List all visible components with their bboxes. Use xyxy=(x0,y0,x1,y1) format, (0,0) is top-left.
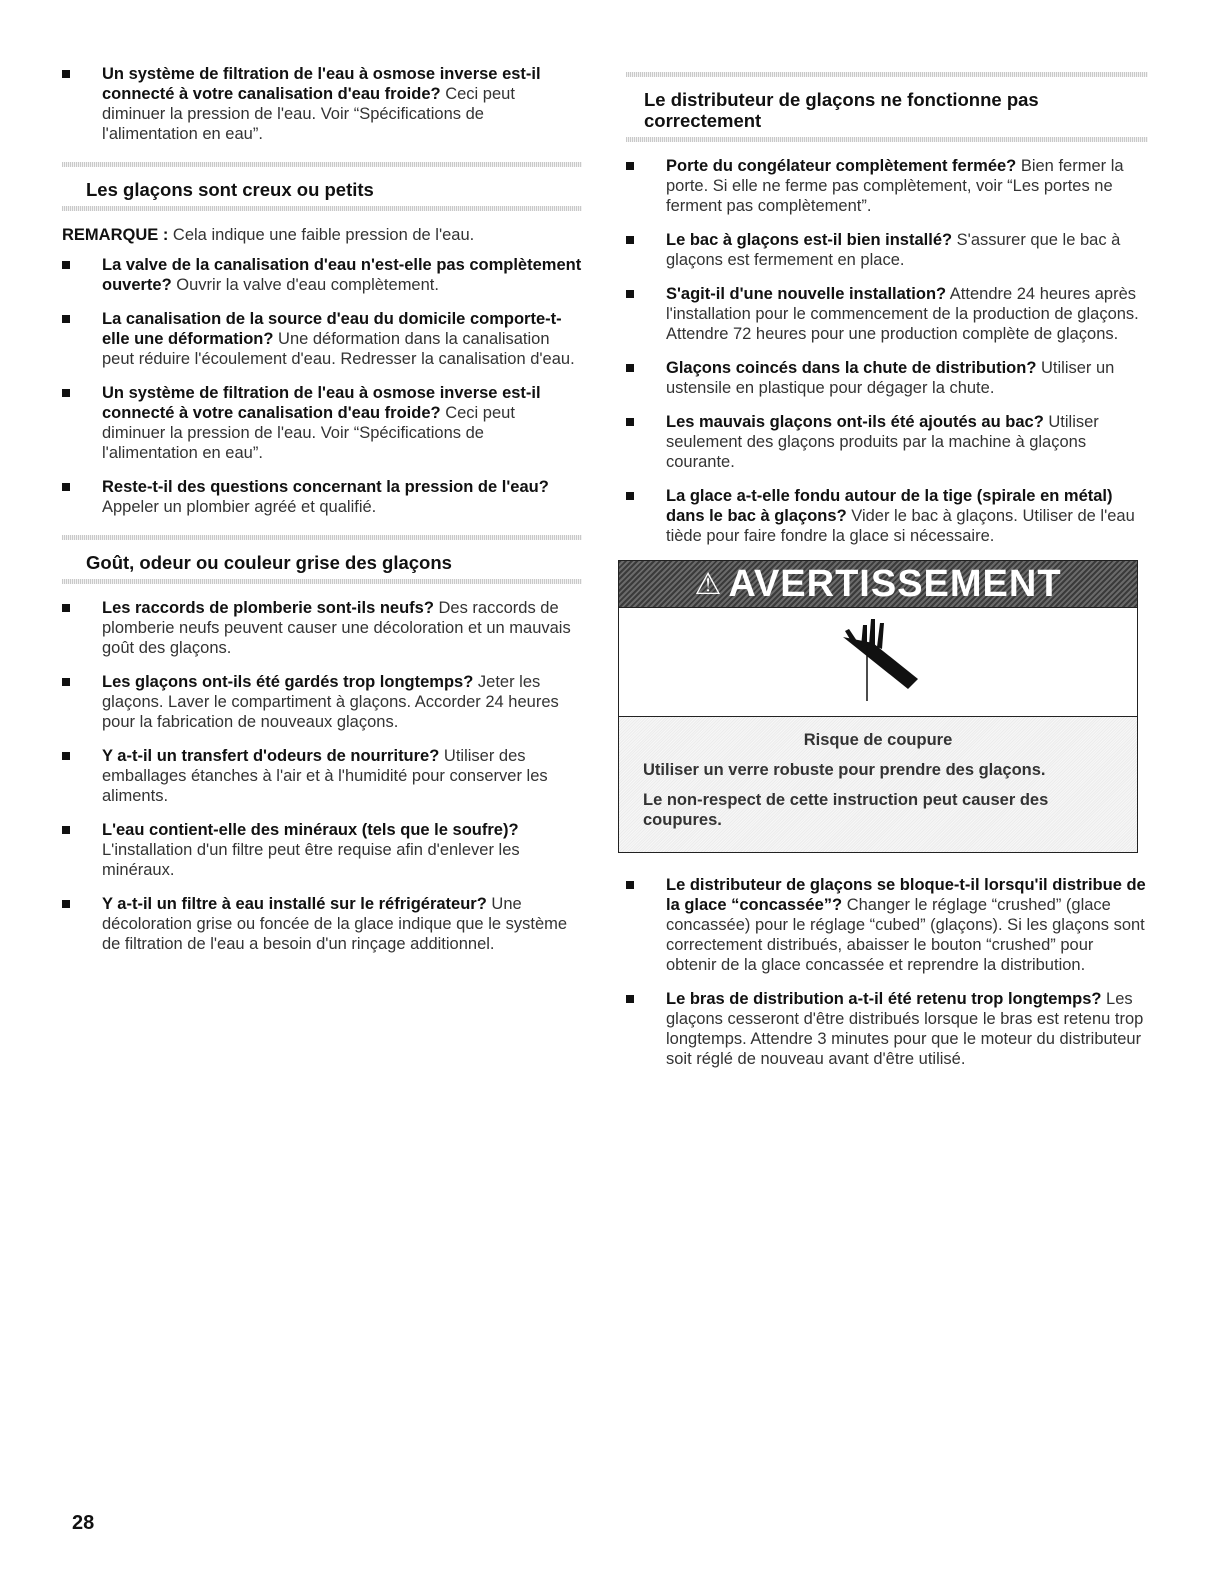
item-answer: Ouvrir la valve d'eau complètement. xyxy=(171,276,439,294)
item-answer: Une décoloration grise ou foncée de la glace indique que le système de filtration de l'eau a besoin d'un rinçage additionnel. xyxy=(102,895,568,953)
item-question: Glaçons coincés dans la chute de distribution? xyxy=(666,359,1037,377)
section-heading xyxy=(626,72,1148,142)
item-question: Les mauvais glaçons ont-ils été ajoutés au bac? xyxy=(666,413,1044,431)
warning-instruction: Utiliser un verre robuste pour prendre des glaçons. xyxy=(643,761,1046,779)
item-question: La canalisation de la source d'eau du domicile comporte-t-elle une déformation? xyxy=(102,310,562,348)
warning-subtitle: Risque de coupure xyxy=(803,731,953,749)
item-question: Le distributeur de glaçons se bloque-t-il lorsqu'il distribue de la glace “concassée”? xyxy=(666,876,1146,914)
section3-list xyxy=(626,156,1148,546)
item-question: L'eau contient-elle des minéraux (tels que le soufre)? xyxy=(102,821,519,839)
item-question: Les glaçons ont-ils été gardés trop longtemps? xyxy=(102,673,474,691)
list-item xyxy=(626,412,1148,472)
item-question: Les raccords de plomberie sont-ils neufs? xyxy=(102,599,434,617)
list-item xyxy=(626,486,1148,546)
section-heading xyxy=(62,535,582,584)
item-question: La glace a-t-elle fondu autour de la tige (spirale en métal) dans le bac à glaçons? xyxy=(666,487,1113,525)
item-question: Reste-t-il des questions concernant la pression de l'eau? xyxy=(102,478,549,496)
list-item xyxy=(62,255,582,295)
item-question: Le bras de distribution a-t-il été retenu trop longtemps? xyxy=(666,990,1102,1008)
item-answer: Des raccords de plomberie neufs peuvent causer une décoloration et un mauvais goût des glaçons. xyxy=(102,599,571,657)
item-answer: Utiliser des emballages étanches à l'air et à l'humidité pour conserver les aliments. xyxy=(102,747,548,805)
warning-banner-text: AVERTISSEMENT xyxy=(728,562,1062,605)
list-item xyxy=(62,820,582,880)
item-answer: Appeler un plombier agréé et qualifié. xyxy=(102,498,377,516)
item-question: Porte du congélateur complètement fermée? xyxy=(666,157,1017,175)
intro-list xyxy=(62,64,582,144)
section-title: Le distributeur de glaçons ne fonctionne pas correctement xyxy=(644,89,1039,131)
item-answer: Une déformation dans la canalisation peut réduire l'écoulement d'eau. Redresser la canalisation d'eau. xyxy=(102,330,575,368)
warning-consequence: Le non-respect de cette instruction peut causer des coupures. xyxy=(643,791,1049,829)
remark-text: Cela indique une faible pression de l'eau. xyxy=(168,226,475,244)
divider xyxy=(626,137,1148,142)
section2-list xyxy=(62,598,582,954)
list-item xyxy=(62,383,582,463)
item-question: Un système de filtration de l'eau à osmose inverse est-il connecté à votre canalisation d'eau froide? xyxy=(102,65,541,103)
list-item xyxy=(626,156,1148,216)
item-answer: Ceci peut diminuer la pression de l'eau. Voir “Spécifications de l'alimentation en eau”. xyxy=(102,404,515,462)
left-column xyxy=(62,64,582,968)
item-answer: Attendre 24 heures après l'installation pour le commencement de la production de glaçons. Attendre 72 heures pour une production complète de glaçons. xyxy=(666,285,1139,343)
warning-banner xyxy=(619,561,1137,607)
item-answer: L'installation d'un filtre peut être requise afin d'enlever les minéraux. xyxy=(102,841,520,879)
list-item xyxy=(62,309,582,369)
section-title: Les glaçons sont creux ou petits xyxy=(86,179,374,200)
divider xyxy=(62,206,582,211)
page-number: 28 xyxy=(72,1512,95,1534)
item-question: Y a-t-il un transfert d'odeurs de nourriture? xyxy=(102,747,440,765)
divider xyxy=(62,579,582,584)
cut-hand-icon xyxy=(823,617,933,707)
item-answer: Ceci peut diminuer la pression de l'eau. Voir “Spécifications de l'alimentation en eau”. xyxy=(102,85,515,143)
item-question: Un système de filtration de l'eau à osmose inverse est-il connecté à votre canalisation d'eau froide? xyxy=(102,384,541,422)
item-question: La valve de la canalisation d'eau n'est-elle pas complètement ouverte? xyxy=(102,256,582,294)
item-answer: Jeter les glaçons. Laver le compartiment à glaçons. Accorder 24 heures pour la fabrication de nouveaux glaçons. xyxy=(102,673,559,731)
section-title: Goût, odeur ou couleur grise des glaçons xyxy=(86,552,452,573)
right-column xyxy=(626,64,1148,1083)
list-item xyxy=(62,477,582,517)
item-answer: Utiliser seulement des glaçons produits par la machine à glaçons courante. xyxy=(666,413,1099,471)
warning-triangle-icon: ⚠ xyxy=(694,567,723,601)
list-item xyxy=(62,746,582,806)
remark xyxy=(62,225,582,245)
list-item xyxy=(626,875,1148,975)
section-heading xyxy=(62,162,582,211)
list-item xyxy=(626,230,1148,270)
after-warning-list xyxy=(626,875,1148,1069)
section1-list xyxy=(62,255,582,517)
item-question: Le bac à glaçons est-il bien installé? xyxy=(666,231,953,249)
item-question: S'agit-il d'une nouvelle installation? xyxy=(666,285,947,303)
item-answer: Les glaçons cesseront d'être distribués lorsque le bras est retenu trop longtemps. Attendre 3 minutes pour que le moteur du distributeur soit réglé de nouveau avant d'être utilisé. xyxy=(666,990,1144,1068)
item-answer: Changer le réglage “crushed” (glace concassée) pour le réglage “cubed” (glaçons). Si les glaçons sont correctement distribués, abaisser le bouton “crushed” pour obtenir de la glace concassée et reprendre la distribution. xyxy=(666,896,1145,974)
list-item xyxy=(626,989,1148,1069)
item-answer: S'assurer que le bac à glaçons est fermement en place. xyxy=(666,231,1121,269)
item-question: Y a-t-il un filtre à eau installé sur le réfrigérateur? xyxy=(102,895,487,913)
list-item xyxy=(62,598,582,658)
list-item xyxy=(62,64,582,144)
item-answer: Bien fermer la porte. Si elle ne ferme pas complètement, voir “Les portes ne ferment pas complètement”. xyxy=(666,157,1124,215)
list-item xyxy=(626,284,1148,344)
list-item xyxy=(62,672,582,732)
list-item xyxy=(62,894,582,954)
warning-text-area xyxy=(619,717,1137,852)
item-answer: Vider le bac à glaçons. Utiliser de l'eau tiède pour faire fondre la glace si nécessaire. xyxy=(666,507,1135,545)
remark-label: REMARQUE : xyxy=(62,226,169,244)
warning-box xyxy=(618,560,1138,853)
item-answer: Utiliser un ustensile en plastique pour dégager la chute. xyxy=(666,359,1115,397)
warning-icon-area xyxy=(619,607,1137,717)
list-item xyxy=(626,358,1148,398)
